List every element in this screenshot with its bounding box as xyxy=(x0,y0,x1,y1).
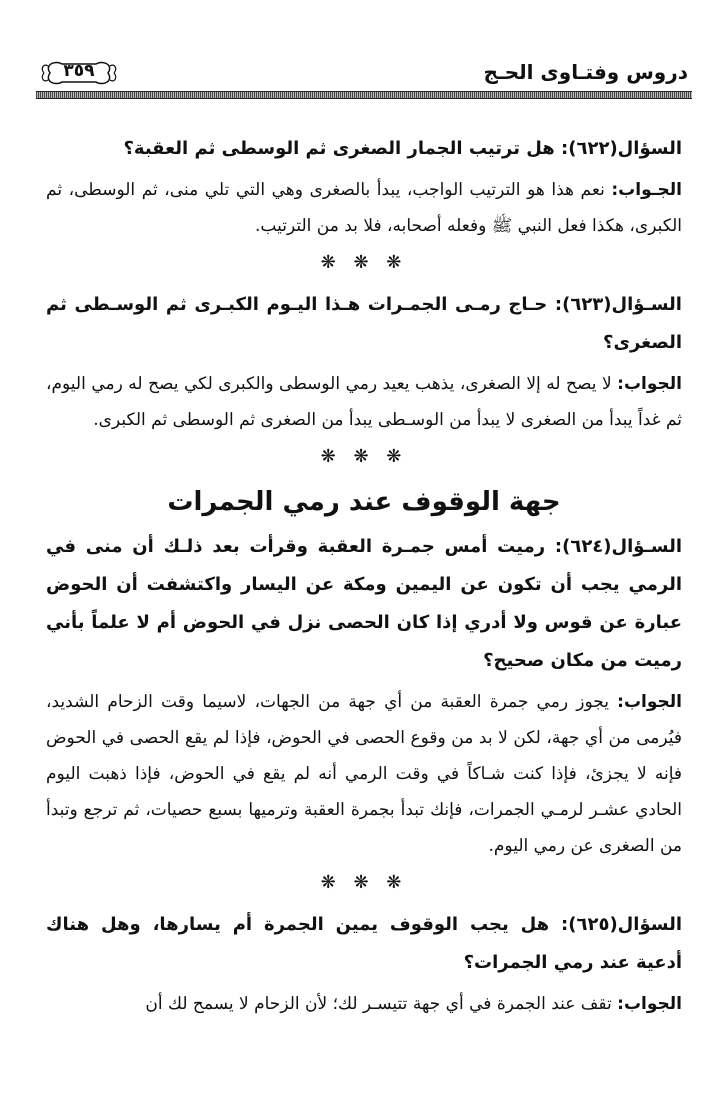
book-title: دروس وفتـاوى الحـج xyxy=(483,60,688,84)
separator-stars: ❋ ❋ ❋ xyxy=(320,872,408,893)
answer-label: الجواب: xyxy=(617,692,682,712)
question-label: السـؤال(٦٢٣): xyxy=(554,294,682,315)
page-header xyxy=(36,58,692,94)
page-content xyxy=(46,130,682,1026)
answer-text: لا يصح له إلا الصغرى، يذهب يعيد رمي الوسطى والكبرى لكي يصح له رمي اليوم، ثم غداً يبدأ من الصغرى لا يبدأ من الوسـطى يبدأ من الصغرى ثم الوسطى ثم الكبرى. xyxy=(46,374,682,430)
answer-label: الجواب: xyxy=(617,374,683,394)
page-number-badge xyxy=(40,58,118,88)
answer-624 xyxy=(46,684,682,864)
answer-text: يجوز رمي جمرة العقبة من أي جهة من الجهات، لاسيما وقت الزحام الشديد، فيُرمى من أي جهة، لكن لا بد من وقوع الحصى في الحوض، فإذا لم يقع الحصى في الحوض فإنه لا يجزئ، فإذا كنت شـاكاً في وقت الرمي أنه لم يقع في الحوض، فإذا ذهبت اليوم الحادي عشـر لرمـي الجمرات، فإنك تبدأ بجمرة العقبة وترميها بسبع حصيات، ثم ترجع وتبدأ من الصغرى عن رمي اليوم. xyxy=(46,692,683,856)
answer-623 xyxy=(46,366,682,438)
question-label: السؤال(٦٢٢): xyxy=(561,138,682,159)
question-text: هل ترتيب الجمار الصغرى ثم الوسطى ثم العقبة؟ xyxy=(123,138,555,159)
separator-stars: ❋ ❋ ❋ xyxy=(320,252,408,273)
question-625 xyxy=(46,906,682,982)
separator-stars: ❋ ❋ ❋ xyxy=(320,446,408,467)
answer-625 xyxy=(46,986,682,1022)
question-label: السؤال(٦٢٥): xyxy=(561,914,682,935)
header-rule xyxy=(36,91,692,99)
question-623 xyxy=(46,286,682,362)
question-text: رميت أمس جمـرة العقبة وقرأت بعد ذلـك أن منى في الرمي يجب أن تكون عن اليمين ومكة عن اليسار واكتشفت أن الحوض عبارة عن قوس ولا أدري إذا كان الحصى نزل في الحوض أم لا علماً بأني رميت من مكان صحيح؟ xyxy=(46,536,682,671)
answer-label: الجواب: xyxy=(617,994,682,1014)
answer-text: نعم هذا هو الترتيب الواجب، يبدأ بالصغرى وهي التي تلي منى، ثم الوسطى، ثم الكبرى، هكذا فعل النبي ﷺ وفعله أصحابه، فلا بد من الترتيب. xyxy=(46,180,682,236)
section-title: جهة الوقوف عند رمي الجمرات xyxy=(167,487,561,517)
answer-label: الجـواب: xyxy=(611,180,682,200)
question-label: السـؤال(٦٢٤): xyxy=(554,536,682,557)
answer-622 xyxy=(46,172,682,244)
page-number: ٣٥٩ xyxy=(63,61,95,81)
question-text: هل يجب الوقوف يمين الجمرة أم يسارها، وهل هناك أدعية عند رمي الجمرات؟ xyxy=(46,914,682,973)
question-624 xyxy=(46,528,682,680)
answer-text: تقف عند الجمرة في أي جهة تتيسـر لك؛ لأن الزحام لا يسمح لك أن xyxy=(145,994,612,1014)
question-text: حـاج رمـى الجمـرات هـذا اليـوم الكبـرى ثم الوسـطى ثم الصغرى؟ xyxy=(46,294,682,353)
question-622 xyxy=(46,130,682,168)
